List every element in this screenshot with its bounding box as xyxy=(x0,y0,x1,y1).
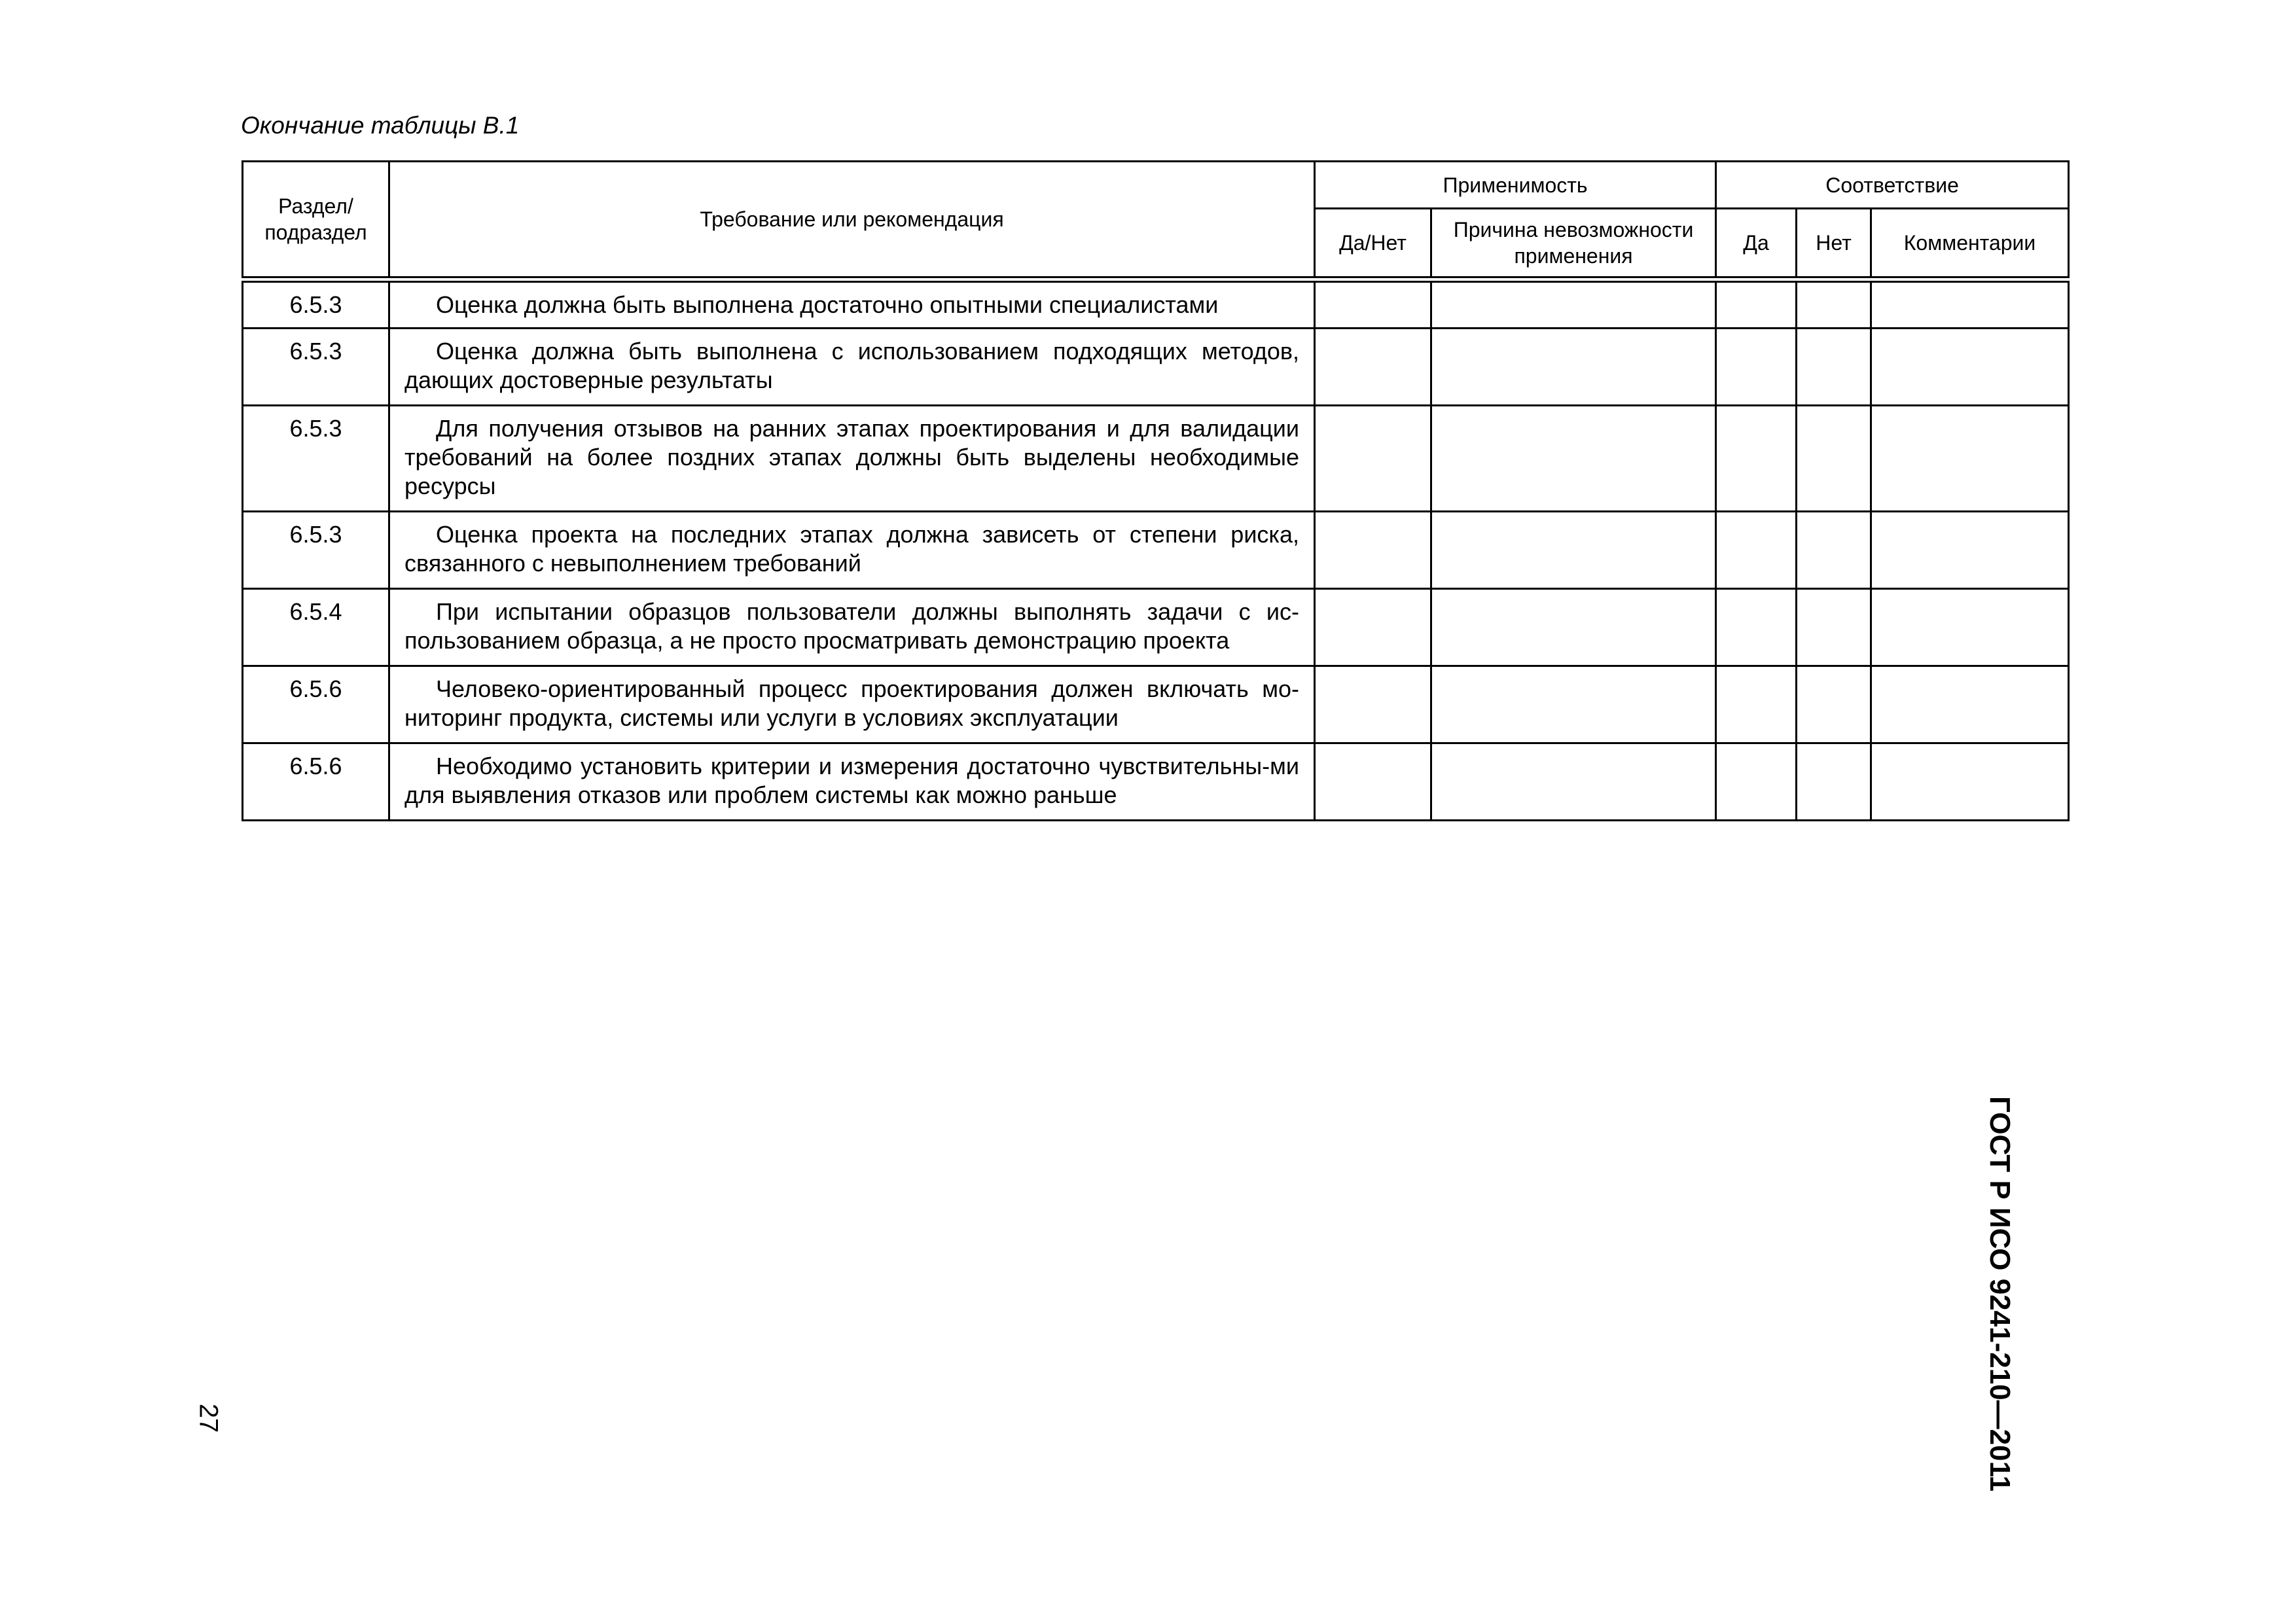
reason-cell xyxy=(1431,666,1716,743)
header-section: Раздел/ подраздел xyxy=(243,162,389,279)
header-applicability: Применимость xyxy=(1315,162,1716,209)
no-cell xyxy=(1797,743,1871,820)
header-conformity: Соответствие xyxy=(1716,162,2069,209)
requirements-table xyxy=(242,160,2070,821)
requirement-cell: Для получения отзывов на ранних этапах проектирования и для валидации требований на более поздних этапах должны быть выделены необходимые ресурсы xyxy=(389,405,1315,511)
header-comments: Комментарии xyxy=(1871,209,2069,279)
comments-cell xyxy=(1871,279,2069,329)
requirement-cell: Необходимо установить критерии и измерения достаточно чувствительны-ми для выявления отказов или проблем системы как можно раньше xyxy=(389,743,1315,820)
comments-cell xyxy=(1871,405,2069,511)
yes-cell xyxy=(1716,405,1797,511)
page-number: 27 xyxy=(194,1403,223,1433)
header-yes-no: Да/Нет xyxy=(1315,209,1431,279)
yes-cell xyxy=(1716,743,1797,820)
yes-cell xyxy=(1716,666,1797,743)
table-row xyxy=(243,511,2069,588)
no-cell xyxy=(1797,511,1871,588)
no-cell xyxy=(1797,405,1871,511)
section-cell: 6.5.3 xyxy=(243,279,389,329)
yes-no-cell xyxy=(1315,279,1431,329)
section-cell: 6.5.6 xyxy=(243,743,389,820)
header-yes: Да xyxy=(1716,209,1797,279)
section-cell: 6.5.3 xyxy=(243,511,389,588)
reason-cell xyxy=(1431,743,1716,820)
yes-no-cell xyxy=(1315,588,1431,666)
document-code: ГОСТ Р ИСО 9241-210—2011 xyxy=(1984,1096,2016,1492)
no-cell xyxy=(1797,328,1871,405)
comments-cell xyxy=(1871,666,2069,743)
yes-no-cell xyxy=(1315,511,1431,588)
header-requirement: Требование или рекомендация xyxy=(389,162,1315,279)
yes-no-cell xyxy=(1315,743,1431,820)
yes-no-cell xyxy=(1315,666,1431,743)
section-cell: 6.5.4 xyxy=(243,588,389,666)
table-row xyxy=(243,279,2069,329)
table-row xyxy=(243,743,2069,820)
reason-cell xyxy=(1431,588,1716,666)
yes-cell xyxy=(1716,328,1797,405)
reason-cell xyxy=(1431,405,1716,511)
table-row xyxy=(243,666,2069,743)
comments-cell xyxy=(1871,588,2069,666)
comments-cell xyxy=(1871,743,2069,820)
reason-cell xyxy=(1431,279,1716,329)
no-cell xyxy=(1797,588,1871,666)
section-cell: 6.5.3 xyxy=(243,328,389,405)
header-no: Нет xyxy=(1797,209,1871,279)
requirement-cell: Оценка проекта на последних этапах должна зависеть от степени риска, связанного с невыполнением требований xyxy=(389,511,1315,588)
requirement-cell: Оценка должна быть выполнена достаточно опытными специалистами xyxy=(389,279,1315,329)
no-cell xyxy=(1797,279,1871,329)
section-cell: 6.5.3 xyxy=(243,405,389,511)
table-row xyxy=(243,328,2069,405)
table-row xyxy=(243,405,2069,511)
table-row xyxy=(243,588,2069,666)
comments-cell xyxy=(1871,511,2069,588)
yes-no-cell xyxy=(1315,405,1431,511)
reason-cell xyxy=(1431,328,1716,405)
requirement-cell: Человеко-ориентированный процесс проектирования должен включать мо-ниторинг продукта, системы или услуги в условиях эксплуатации xyxy=(389,666,1315,743)
yes-cell xyxy=(1716,588,1797,666)
requirement-cell: При испытании образцов пользователи должны выполнять задачи с ис-пользованием образца, а не просто просматривать демонстрацию проекта xyxy=(389,588,1315,666)
header-reason: Причина невозможности применения xyxy=(1431,209,1716,279)
no-cell xyxy=(1797,666,1871,743)
section-cell: 6.5.6 xyxy=(243,666,389,743)
yes-cell xyxy=(1716,511,1797,588)
yes-no-cell xyxy=(1315,328,1431,405)
table-caption: Окончание таблицы В.1 xyxy=(241,112,520,139)
comments-cell xyxy=(1871,328,2069,405)
requirement-cell: Оценка должна быть выполнена с использованием подходящих методов, дающих достоверные результаты xyxy=(389,328,1315,405)
reason-cell xyxy=(1431,511,1716,588)
yes-cell xyxy=(1716,279,1797,329)
